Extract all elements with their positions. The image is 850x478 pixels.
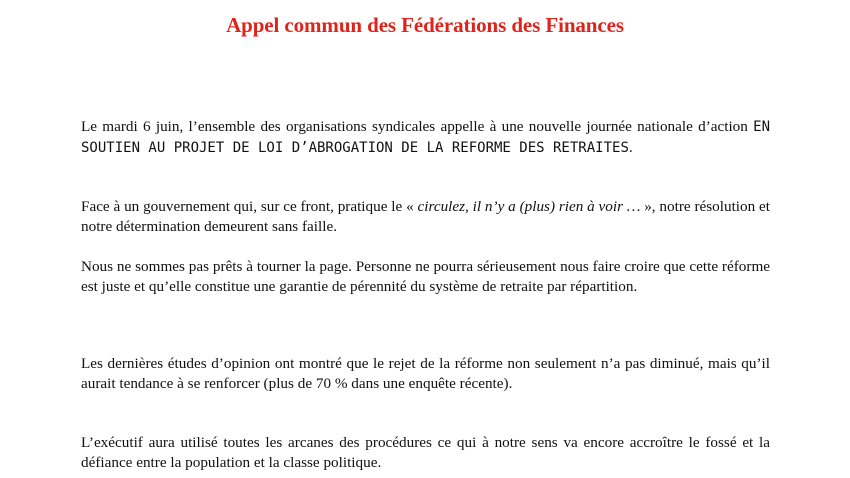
paragraph-1 bbox=[81, 117, 770, 158]
paragraph-3: Nous ne sommes pas prêts à tourner la page. Personne ne pourra sérieusement nous faire croire que cette réforme est juste et qu’elle constitue une garantie de pérennité du système de retraite par répartition. bbox=[81, 258, 770, 295]
paragraph-5: L’exécutif aura utilisé toutes les arcanes des procédures ce qui à notre sens va encore accroître le fossé et la défiance entre la population et la classe politique. bbox=[81, 434, 770, 471]
paragraph-1-text: Le mardi 6 juin, l’ensemble des organisations syndicales appelle à une nouvelle journée nationale d’action bbox=[81, 118, 754, 135]
paragraph-2-end: », notre résolution et notre détermination demeurent sans faille. bbox=[81, 198, 771, 235]
document-title: Appel commun des Fédérations des Finances bbox=[226, 13, 624, 37]
paragraph-2-text: Face à un gouvernement qui, sur ce front, pratique le « bbox=[81, 198, 418, 215]
paragraph-4: Les dernières études d’opinion ont montré que le rejet de la réforme non seulement n’a pas diminué, mais qu’il aurait tendance à se renforcer (plus de 70 % dans une enquête récente). bbox=[81, 355, 770, 392]
paragraph-2 bbox=[81, 197, 770, 236]
paragraph-1-caps-text: EN SOUTIEN AU PROJET DE LOI D’ABROGATION DE LA REFORME DES RETRAITES bbox=[81, 119, 770, 156]
paragraph-2-italic-quote: circulez, il n’y a (plus) rien à voir … bbox=[417, 198, 641, 215]
paragraph-1-end: . bbox=[628, 138, 633, 156]
